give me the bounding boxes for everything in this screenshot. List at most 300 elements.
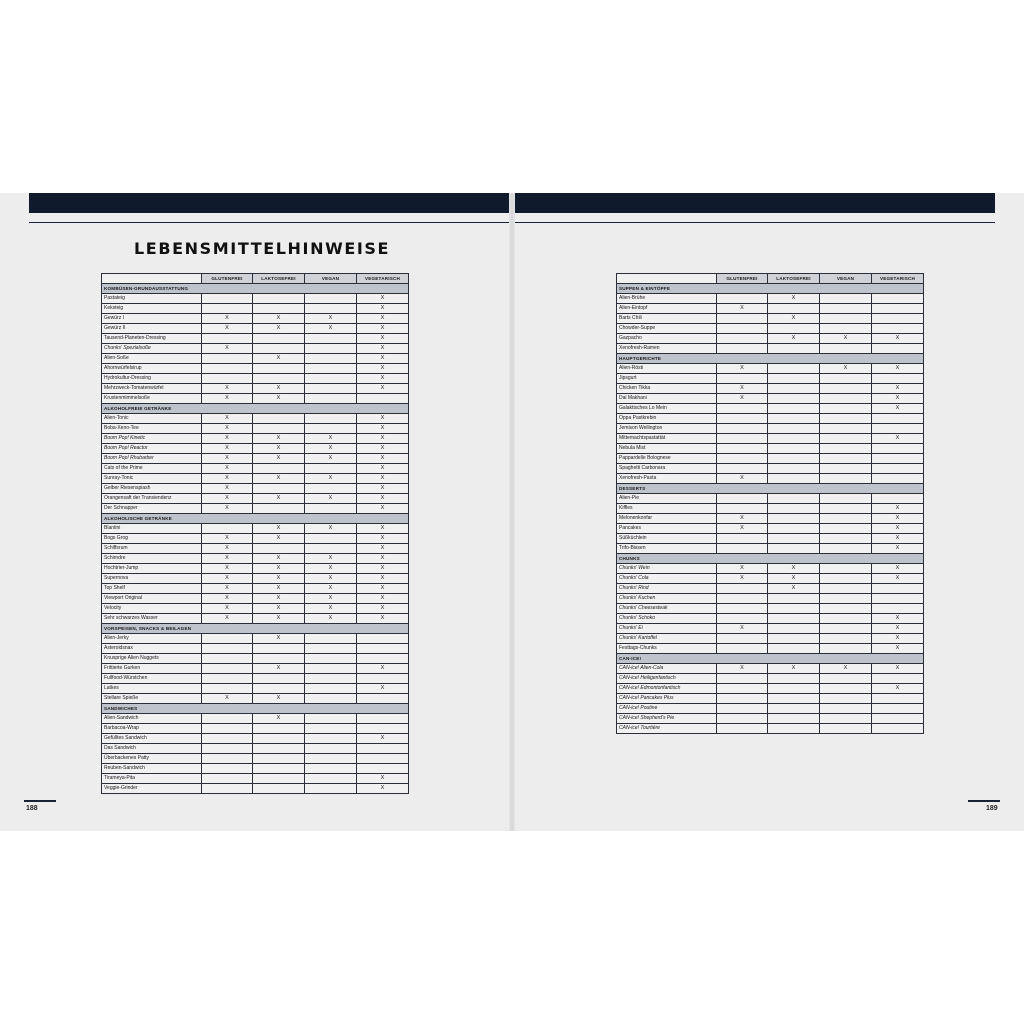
dish-name: Krustenmimmelsoße xyxy=(102,394,202,404)
mark-vegan xyxy=(305,354,357,364)
dish-name: Barts Chili xyxy=(617,314,717,324)
mark-laktosefrei xyxy=(253,334,305,344)
mark-vegetarisch xyxy=(357,694,409,704)
table-row xyxy=(617,694,924,704)
mark-vegetarisch: X xyxy=(357,544,409,554)
mark-vegan xyxy=(820,404,872,414)
dish-name: Dal Makhani xyxy=(617,394,717,404)
mark-glutenfrei xyxy=(202,784,253,794)
mark-vegan xyxy=(305,304,357,314)
header-glutenfrei: GLUTENFREI xyxy=(202,274,253,284)
dish-name: Xenofresh-Pasta xyxy=(617,474,717,484)
mark-laktosefrei xyxy=(253,734,305,744)
mark-vegan xyxy=(820,374,872,384)
table-row xyxy=(617,464,924,474)
mark-glutenfrei xyxy=(202,684,253,694)
dish-name: Alien-Eintopf xyxy=(617,304,717,314)
mark-laktosefrei: X xyxy=(253,524,305,534)
mark-laktosefrei xyxy=(253,424,305,434)
mark-vegetarisch: X xyxy=(357,774,409,784)
header-vegetarisch: VEGETARISCH xyxy=(872,274,924,284)
mark-vegetarisch: X xyxy=(357,444,409,454)
dish-name: Chowder-Suppe xyxy=(617,324,717,334)
table-row xyxy=(617,704,924,714)
table-row xyxy=(617,524,924,534)
mark-laktosefrei xyxy=(253,684,305,694)
table-row xyxy=(617,414,924,424)
dish-name: Boom Pop! Rhubarber xyxy=(102,454,202,464)
mark-glutenfrei: X xyxy=(202,534,253,544)
table-row xyxy=(102,564,409,574)
table-row xyxy=(102,774,409,784)
mark-vegan xyxy=(305,534,357,544)
header-vegetarisch: VEGETARISCH xyxy=(357,274,409,284)
section-label: DESSERTS xyxy=(617,484,924,494)
mark-glutenfrei xyxy=(202,774,253,784)
mark-laktosefrei xyxy=(768,374,820,384)
mark-vegan xyxy=(305,774,357,784)
mark-glutenfrei: X xyxy=(202,384,253,394)
mark-vegetarisch: X xyxy=(872,574,924,584)
mark-laktosefrei xyxy=(768,424,820,434)
table-row xyxy=(102,654,409,664)
dish-name: Gewürz II xyxy=(102,324,202,334)
dish-name: Ahornwürfelsirup xyxy=(102,364,202,374)
mark-glutenfrei xyxy=(717,374,768,384)
section-row xyxy=(617,354,924,364)
mark-vegan xyxy=(305,414,357,424)
mark-vegetarisch: X xyxy=(357,414,409,424)
table-row xyxy=(102,764,409,774)
mark-vegan: X xyxy=(820,364,872,374)
mark-vegetarisch xyxy=(872,584,924,594)
dish-name: Nebula Mist xyxy=(617,444,717,454)
table-row xyxy=(617,714,924,724)
mark-vegan: X xyxy=(305,564,357,574)
mark-glutenfrei xyxy=(717,454,768,464)
mark-vegetarisch: X xyxy=(872,524,924,534)
table-row xyxy=(617,544,924,554)
dish-name: CAN-ice! Tourtière xyxy=(617,724,717,734)
section-label: KOMBÜSEN-GRUNDAUSSTATTUNG xyxy=(102,284,409,294)
dish-name: Chunks' Spezialsoße xyxy=(102,344,202,354)
mark-vegan xyxy=(305,664,357,674)
mark-laktosefrei xyxy=(768,594,820,604)
mark-vegan xyxy=(820,324,872,334)
dish-name: Stellare Spieße xyxy=(102,694,202,704)
mark-vegetarisch: X xyxy=(357,384,409,394)
section-label: HAUPTGERICHTE xyxy=(617,354,924,364)
table-row xyxy=(102,444,409,454)
dish-name: Alien-Brühe xyxy=(617,294,717,304)
mark-laktosefrei: X xyxy=(253,714,305,724)
dish-name: Pappardelle Bolognese xyxy=(617,454,717,464)
mark-vegan xyxy=(820,424,872,434)
mark-vegetarisch: X xyxy=(872,394,924,404)
mark-vegan xyxy=(305,654,357,664)
mark-vegan xyxy=(820,724,872,734)
mark-vegetarisch: X xyxy=(357,664,409,674)
table-row xyxy=(102,714,409,724)
table-row xyxy=(102,394,409,404)
mark-glutenfrei xyxy=(202,364,253,374)
dish-name: Der Schnapper xyxy=(102,504,202,514)
mark-glutenfrei xyxy=(717,464,768,474)
mark-vegetarisch xyxy=(872,464,924,474)
mark-vegetarisch xyxy=(357,764,409,774)
mark-laktosefrei xyxy=(253,484,305,494)
mark-glutenfrei xyxy=(202,634,253,644)
mark-vegetarisch: X xyxy=(872,664,924,674)
mark-glutenfrei xyxy=(717,644,768,654)
dish-name: CAN-ice! Alien-Cola xyxy=(617,664,717,674)
mark-vegetarisch: X xyxy=(872,384,924,394)
table-row xyxy=(617,494,924,504)
table-row xyxy=(617,454,924,464)
mark-laktosefrei: X xyxy=(253,554,305,564)
mark-glutenfrei: X xyxy=(202,574,253,584)
dish-name: Chunks' Rind xyxy=(617,584,717,594)
mark-vegan: X xyxy=(305,584,357,594)
mark-laktosefrei xyxy=(253,504,305,514)
mark-vegan: X xyxy=(305,324,357,334)
mark-vegan xyxy=(820,494,872,504)
mark-vegetarisch xyxy=(357,724,409,734)
mark-vegan xyxy=(820,434,872,444)
dish-name: Top Shelf xyxy=(102,584,202,594)
dish-name: Galaktisches Lo Mein xyxy=(617,404,717,414)
mark-glutenfrei: X xyxy=(202,434,253,444)
table-row xyxy=(617,374,924,384)
mark-laktosefrei xyxy=(768,324,820,334)
mark-laktosefrei: X xyxy=(768,294,820,304)
table-row xyxy=(102,754,409,764)
table-row xyxy=(102,644,409,654)
mark-laktosefrei xyxy=(768,704,820,714)
mark-vegan xyxy=(305,694,357,704)
dish-name: Orangensaft der Transiendenz xyxy=(102,494,202,504)
mark-vegetarisch: X xyxy=(357,524,409,534)
mark-vegan xyxy=(820,574,872,584)
mark-vegetarisch: X xyxy=(872,334,924,344)
mark-vegan xyxy=(305,674,357,684)
table-row xyxy=(617,624,924,634)
mark-glutenfrei: X xyxy=(202,594,253,604)
table-row xyxy=(617,424,924,434)
mark-vegan xyxy=(305,714,357,724)
mark-vegetarisch: X xyxy=(872,564,924,574)
mark-laktosefrei: X xyxy=(253,314,305,324)
dish-name: Cats of the Prime xyxy=(102,464,202,474)
dish-name: Fullfood-Würstchen xyxy=(102,674,202,684)
table-row xyxy=(102,604,409,614)
dish-name: Blantini xyxy=(102,524,202,534)
dish-name: Frittierte Gurken xyxy=(102,664,202,674)
mark-glutenfrei: X xyxy=(202,584,253,594)
table-row xyxy=(617,614,924,624)
table-row xyxy=(617,444,924,454)
mark-vegan xyxy=(305,374,357,384)
mark-laktosefrei xyxy=(253,754,305,764)
mark-vegan: X xyxy=(305,314,357,324)
mark-glutenfrei xyxy=(202,764,253,774)
mark-laktosefrei xyxy=(768,714,820,724)
mark-vegan xyxy=(820,594,872,604)
mark-vegetarisch: X xyxy=(357,344,409,354)
mark-laktosefrei: X xyxy=(253,574,305,584)
mark-glutenfrei xyxy=(202,654,253,664)
mark-glutenfrei xyxy=(717,594,768,604)
dish-name: Bogs Grog xyxy=(102,534,202,544)
dish-name: Kiffles xyxy=(617,504,717,514)
mark-glutenfrei: X xyxy=(202,324,253,334)
mark-vegan: X xyxy=(820,334,872,344)
mark-vegan xyxy=(305,484,357,494)
mark-laktosefrei xyxy=(768,384,820,394)
mark-vegetarisch xyxy=(872,424,924,434)
mark-laktosefrei: X xyxy=(768,664,820,674)
table-row xyxy=(102,414,409,424)
mark-glutenfrei: X xyxy=(717,524,768,534)
table-row xyxy=(102,434,409,444)
mark-laktosefrei xyxy=(253,544,305,554)
dish-name: Chunks' Wein xyxy=(617,564,717,574)
mark-laktosefrei: X xyxy=(253,354,305,364)
dish-name: Keksteig xyxy=(102,304,202,314)
header-blank xyxy=(102,274,202,284)
mark-laktosefrei xyxy=(768,464,820,474)
mark-vegan xyxy=(820,504,872,514)
dish-name: Tirameya-Pita xyxy=(102,774,202,784)
dish-name: Asteroidsnax xyxy=(102,644,202,654)
mark-glutenfrei: X xyxy=(202,454,253,464)
page-number-left: 188 xyxy=(26,805,38,812)
table-row xyxy=(617,344,924,354)
mark-laktosefrei xyxy=(768,634,820,644)
table-row xyxy=(102,584,409,594)
table-row xyxy=(102,724,409,734)
mark-glutenfrei: X xyxy=(202,344,253,354)
mark-vegetarisch xyxy=(357,634,409,644)
dish-name: Chunks' Kartoffel xyxy=(617,634,717,644)
mark-laktosefrei: X xyxy=(253,444,305,454)
section-label: ALKOHOLFREIE GETRÄNKE xyxy=(102,404,409,414)
mark-glutenfrei xyxy=(717,324,768,334)
table-row xyxy=(102,674,409,684)
mark-vegetarisch: X xyxy=(357,434,409,444)
mark-vegetarisch: X xyxy=(872,634,924,644)
table-row xyxy=(617,474,924,484)
mark-glutenfrei xyxy=(717,424,768,434)
mark-vegetarisch: X xyxy=(357,464,409,474)
dish-name: Alien-Sandwich xyxy=(102,714,202,724)
mark-glutenfrei xyxy=(717,614,768,624)
mark-vegan: X xyxy=(305,594,357,604)
table-row xyxy=(617,684,924,694)
mark-laktosefrei: X xyxy=(768,334,820,344)
header-glutenfrei: GLUTENFREI xyxy=(717,274,768,284)
mark-vegan xyxy=(820,474,872,484)
mark-vegan xyxy=(305,684,357,694)
mark-glutenfrei: X xyxy=(717,364,768,374)
mark-vegetarisch: X xyxy=(357,784,409,794)
mark-vegan xyxy=(820,704,872,714)
mark-glutenfrei xyxy=(717,504,768,514)
mark-vegan xyxy=(820,714,872,724)
mark-vegan xyxy=(305,364,357,374)
mark-laktosefrei xyxy=(253,294,305,304)
mark-glutenfrei: X xyxy=(202,314,253,324)
mark-vegetarisch: X xyxy=(357,584,409,594)
mark-laktosefrei xyxy=(768,404,820,414)
table-row xyxy=(102,784,409,794)
mark-vegan xyxy=(820,314,872,324)
table-row xyxy=(102,504,409,514)
table-row xyxy=(102,454,409,464)
mark-laktosefrei: X xyxy=(253,694,305,704)
mark-laktosefrei xyxy=(768,674,820,684)
table-row xyxy=(102,554,409,564)
section-row xyxy=(617,484,924,494)
section-row xyxy=(617,654,924,664)
dish-name: CAN-ice! Heiligenfantisch xyxy=(617,674,717,684)
mark-vegetarisch: X xyxy=(357,504,409,514)
table-row xyxy=(102,464,409,474)
mark-vegan xyxy=(820,634,872,644)
table-row xyxy=(102,314,409,324)
mark-vegan xyxy=(305,384,357,394)
section-row xyxy=(102,284,409,294)
mark-glutenfrei xyxy=(717,694,768,704)
mark-glutenfrei xyxy=(717,444,768,454)
mark-vegetarisch xyxy=(357,674,409,684)
dish-name: Jemison Wellington xyxy=(617,424,717,434)
mark-glutenfrei xyxy=(202,374,253,384)
mark-glutenfrei: X xyxy=(202,444,253,454)
dish-name: Velocity xyxy=(102,604,202,614)
mark-glutenfrei xyxy=(202,724,253,734)
mark-vegetarisch xyxy=(357,394,409,404)
section-row xyxy=(617,554,924,564)
table-row xyxy=(617,594,924,604)
mark-vegetarisch: X xyxy=(872,514,924,524)
dish-name: Tausend-Planeten-Dressing xyxy=(102,334,202,344)
mark-glutenfrei xyxy=(202,354,253,364)
mark-vegan xyxy=(820,444,872,454)
mark-glutenfrei xyxy=(717,534,768,544)
dish-name: CAN-ice! Poutine xyxy=(617,704,717,714)
mark-vegan: X xyxy=(305,604,357,614)
mark-vegetarisch xyxy=(872,374,924,384)
mark-vegan xyxy=(820,684,872,694)
mark-glutenfrei: X xyxy=(202,694,253,704)
mark-glutenfrei xyxy=(202,714,253,724)
dish-name: Gelber Riesenspiash xyxy=(102,484,202,494)
dish-name: Mittemachtspastattät xyxy=(617,434,717,444)
mark-vegetarisch xyxy=(872,314,924,324)
mark-glutenfrei xyxy=(717,584,768,594)
dish-name: Alien-Soße xyxy=(102,354,202,364)
mark-glutenfrei: X xyxy=(202,484,253,494)
mark-laktosefrei xyxy=(768,304,820,314)
table-row xyxy=(617,504,924,514)
section-label: ALKOHOLISCHE GETRÄNKE xyxy=(102,514,409,524)
mark-vegan: X xyxy=(305,614,357,624)
table-row xyxy=(617,324,924,334)
mark-glutenfrei: X xyxy=(202,394,253,404)
mark-laktosefrei xyxy=(768,724,820,734)
table-row xyxy=(102,484,409,494)
mark-vegan xyxy=(820,674,872,684)
dish-name: Boom Pop! Reactor xyxy=(102,444,202,454)
mark-laktosefrei xyxy=(253,674,305,684)
table-row xyxy=(102,544,409,554)
mark-vegan xyxy=(820,624,872,634)
mark-laktosefrei xyxy=(253,764,305,774)
mark-laktosefrei: X xyxy=(253,594,305,604)
mark-laktosefrei xyxy=(768,514,820,524)
mark-laktosefrei xyxy=(768,474,820,484)
mark-laktosefrei xyxy=(253,644,305,654)
mark-vegetarisch: X xyxy=(872,404,924,414)
dish-name: Melonenkonfar xyxy=(617,514,717,524)
mark-vegan: X xyxy=(305,474,357,484)
section-label: VORSPEISEN, SNACKS & BEILAGEN xyxy=(102,624,409,634)
mark-laktosefrei: X xyxy=(253,604,305,614)
mark-vegan xyxy=(820,564,872,574)
table-row xyxy=(617,584,924,594)
mark-vegan xyxy=(820,394,872,404)
dish-name: Festtags-Chunks xyxy=(617,644,717,654)
mark-laktosefrei: X xyxy=(253,474,305,484)
mark-laktosefrei: X xyxy=(768,564,820,574)
mark-glutenfrei xyxy=(202,674,253,684)
table-row xyxy=(617,534,924,544)
mark-glutenfrei xyxy=(717,314,768,324)
mark-vegetarisch: X xyxy=(357,484,409,494)
mark-vegetarisch: X xyxy=(357,374,409,384)
mark-vegetarisch xyxy=(872,294,924,304)
mark-vegan xyxy=(820,544,872,554)
dish-name: Boba-Xeno-Tee xyxy=(102,424,202,434)
table-row xyxy=(617,514,924,524)
mark-vegan xyxy=(820,384,872,394)
mark-glutenfrei: X xyxy=(202,544,253,554)
dish-name: Gewürz I xyxy=(102,314,202,324)
mark-laktosefrei xyxy=(253,304,305,314)
mark-vegetarisch: X xyxy=(872,364,924,374)
table-row xyxy=(102,334,409,344)
dish-name: Chicken Tikka xyxy=(617,384,717,394)
mark-vegan xyxy=(820,514,872,524)
mark-vegetarisch: X xyxy=(872,644,924,654)
mark-vegan xyxy=(820,614,872,624)
mark-vegetarisch: X xyxy=(357,424,409,434)
dish-name: Chunks' Cheesesteak xyxy=(617,604,717,614)
mark-laktosefrei xyxy=(253,364,305,374)
mark-vegetarisch: X xyxy=(872,434,924,444)
section-label: CHUNKS xyxy=(617,554,924,564)
dish-name: Latkes xyxy=(102,684,202,694)
dish-name: Pancakes xyxy=(617,524,717,534)
mark-vegan: X xyxy=(305,494,357,504)
table-row xyxy=(102,344,409,354)
table-row xyxy=(617,564,924,574)
dish-name: Pastateig xyxy=(102,294,202,304)
food-table-right xyxy=(616,273,924,734)
food-table-left xyxy=(101,273,409,794)
page-number-rule-right xyxy=(968,800,1000,802)
